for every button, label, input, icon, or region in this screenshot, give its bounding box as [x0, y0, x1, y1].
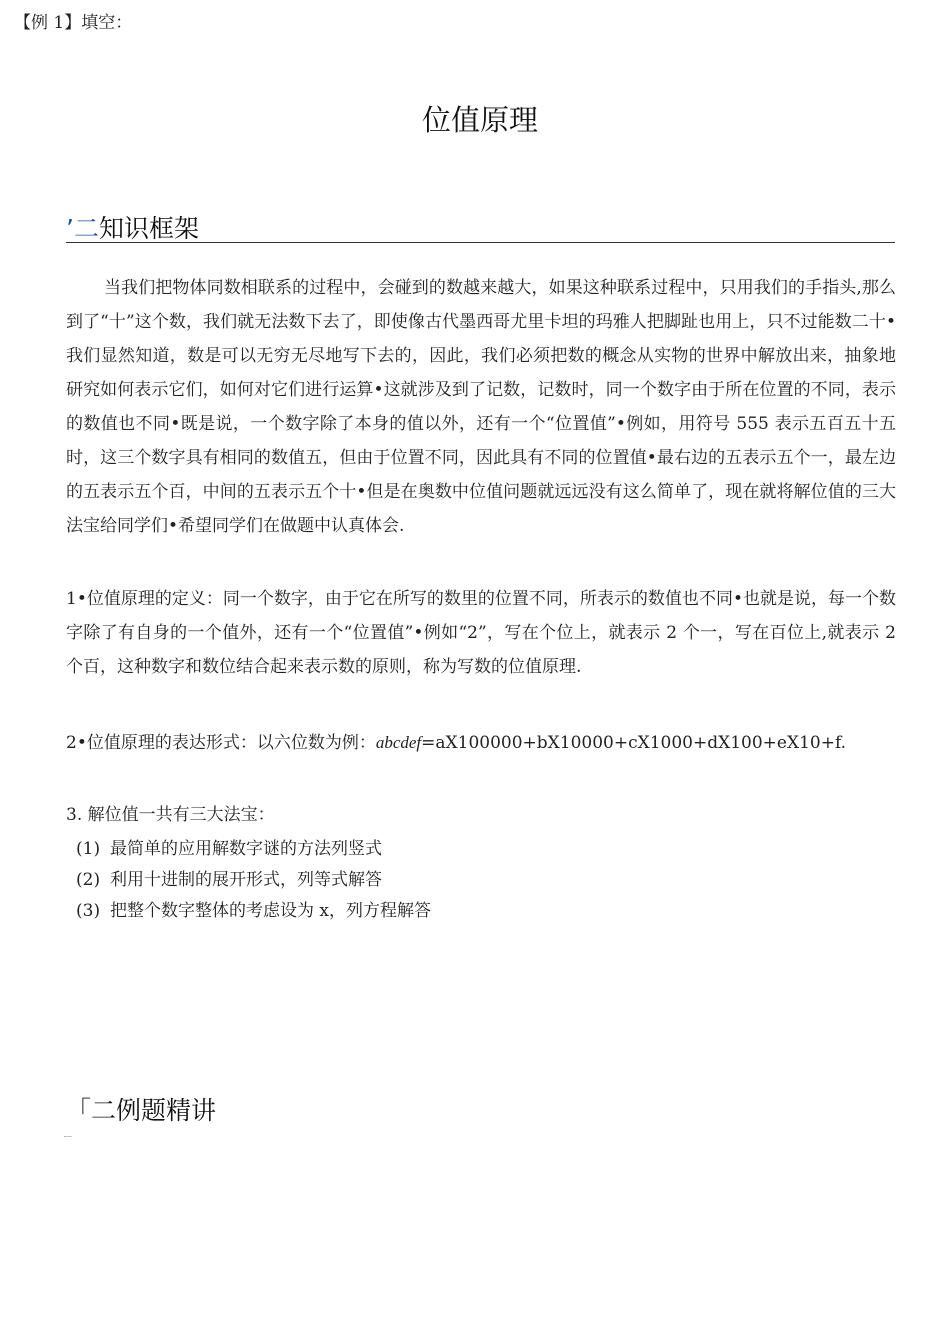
- list-item-text: 最简单的应用解数字谜的方法列竖式: [110, 839, 382, 859]
- formula-expansion: =aX100000+bX10000+cX1000+dX100+eX10+f.: [421, 733, 847, 753]
- section-marker-icon: ’二: [66, 214, 99, 243]
- section-heading-text: 知识框架: [98, 214, 199, 243]
- list-item-text: 把整个数字整体的考虑设为 x，列方程解答: [110, 901, 431, 921]
- list-item: [76, 896, 431, 927]
- list-item: [76, 865, 431, 896]
- definition-paragraph-2: [66, 726, 896, 760]
- definition-paragraph-1: 1•位值原理的定义：同一个数字，由于它在所写的数里的位置不同，所表示的数值也不同•也就是说，每一个数字除了有自身的一个值外，还有一个“位置值”•例如“2”，写在个位上，就表示 2 个一，写在百位上,就表示 2 个百，这种数字和数位结合起来表示数的原则，称为写数的位值原理.: [66, 589, 896, 677]
- list-item: [76, 834, 431, 865]
- list-item-number: (2): [76, 870, 101, 890]
- list-item-number: (1): [76, 839, 101, 859]
- page-title: 位值原理: [421, 103, 538, 137]
- section-heading-knowledge-framework: [66, 216, 199, 241]
- formula-variables: abcdef: [375, 733, 422, 752]
- example-label: 【例 1】填空：: [14, 13, 133, 33]
- section-heading-text: 例题精讲: [116, 1096, 217, 1125]
- methods-heading: 3. 解位值一共有三大法宝：: [66, 805, 275, 825]
- section-footnote-dots: ……: [64, 1132, 73, 1139]
- list-item-number: (3): [76, 901, 101, 921]
- section-heading-example-problems: [66, 1098, 216, 1123]
- intro-paragraph: 当我们把物体同数相联系的过程中，会碰到的数越来越大，如果这种联系过程中，只用我们的手指头,那么到了“十”这个数，我们就无法数下去了，即使像古代墨西哥尤里卡坦的玛雅人把脚趾也用上，只不过能数二十•我们显然知道，数是可以无穷无尽地写下去的，因此，我们必须把数的概念从实物的世界中解放出来，抽象地研究如何表示它们，如何对它们进行运算•这就涉及到了记数，记数时，同一个数字由于所在位置的不同，表示的数值也不同•既是说，一个数字除了本身的值以外，还有一个“位置值”•例如，用符号 555 表示五百五十五时，这三个数字具有相同的数值五，但由于位置不同，因此具有不同的位置值•最右边的五表示五个一，最左边的五表示五个百，中间的五表示五个十•但是在奥数中位值问题就远远没有这么简单了，现在就将解位值的三大法宝给同学们•希望同学们在做题中认真体会.: [66, 278, 896, 536]
- section-divider: [66, 242, 895, 243]
- section-marker-icon: 「二: [66, 1096, 117, 1125]
- definition-2-prefix: 2•位值原理的表达形式：以六位数为例：: [66, 733, 376, 753]
- list-item-text: 利用十进制的展开形式，列等式解答: [110, 870, 382, 890]
- methods-list: [76, 834, 431, 927]
